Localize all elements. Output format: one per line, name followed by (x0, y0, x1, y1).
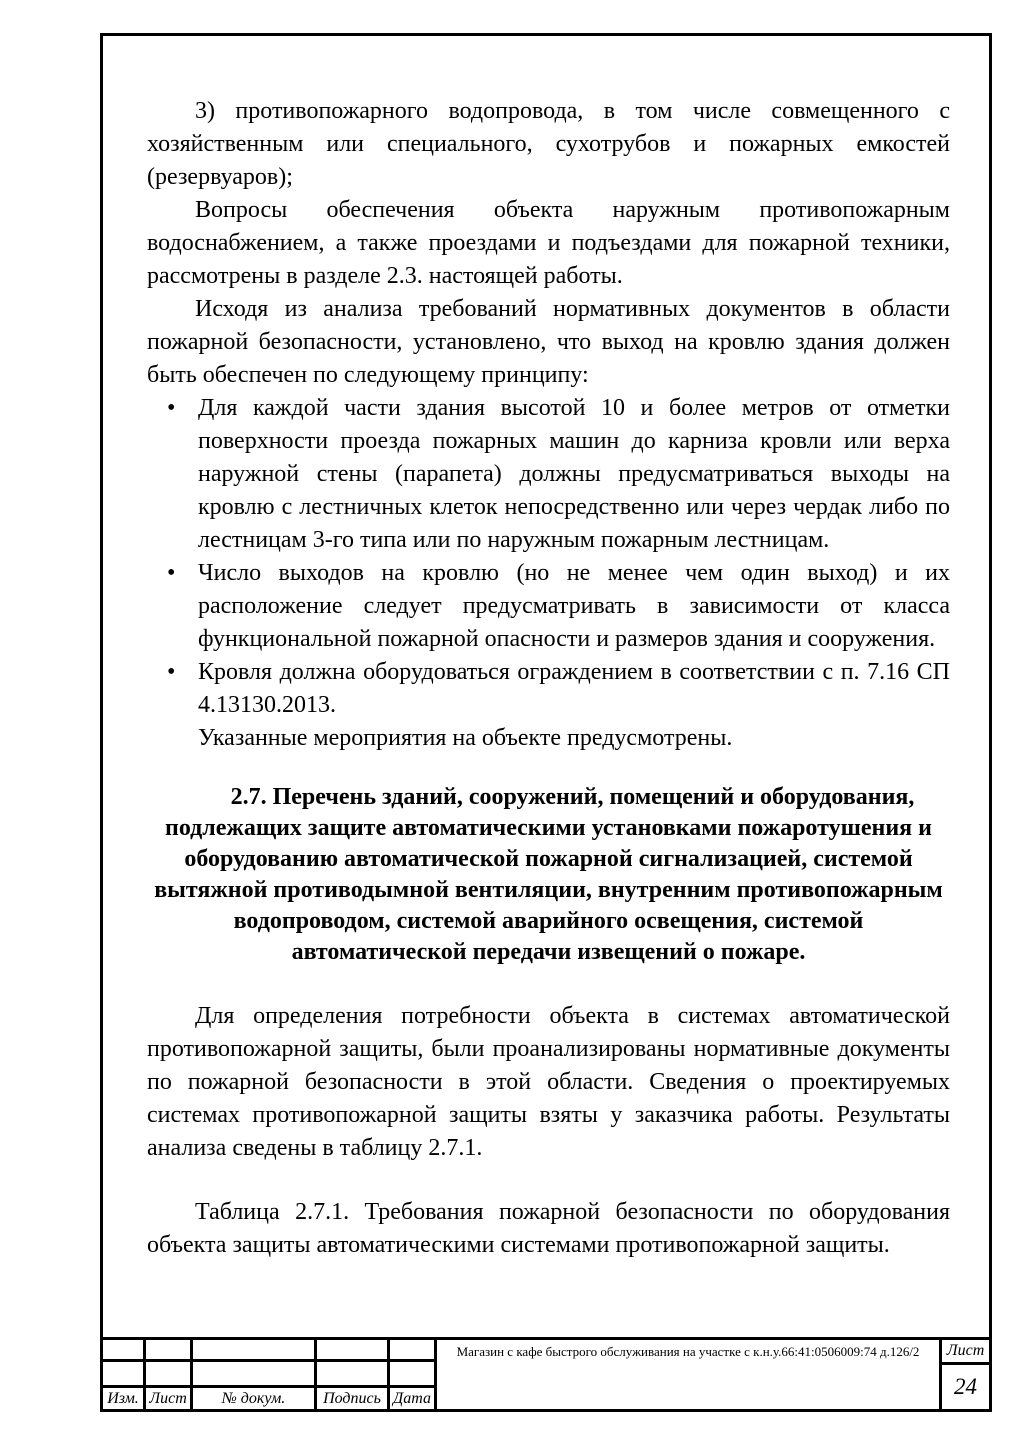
table-caption-2-7-1: Таблица 2.7.1. Требования пожарной безопасности по оборудования объекта защиты автоматическими системами противопожарной защиты. (147, 1199, 950, 1258)
stamp-empty-cell (103, 1362, 146, 1388)
bullet-text: Для каждой части здания высотой 10 и более метров от отметки поверхности проезда пожарных машин до карниза кровли или верха наружной стены (парапета) должны предусматриваться выходы на кровлю с лестничных клеток непосредственно или через чердак либо по лестницам 3-го типа или по наружным пожарным лестницам. (198, 395, 950, 553)
list-item (147, 557, 950, 656)
stamp-empty-cell (193, 1362, 317, 1388)
bullet-text: Число выходов на кровлю (но не менее чем один выход) и их расположение следует предусматривать в зависимости от класса функциональной пожарной опасности и размеров здания и сооружения. (198, 560, 950, 652)
bullet-list (147, 392, 950, 722)
stamp-empty-cell (390, 1340, 437, 1362)
stamp-label-doc-number: № докум. (193, 1388, 317, 1409)
page-frame (100, 33, 992, 1412)
heading-line: водопроводом, системой аварийного освещения, системой (233, 908, 864, 934)
bullet-icon: • (167, 560, 176, 586)
heading-line: автоматической передачи извещений о пожаре. (291, 939, 806, 965)
heading-line: оборудованию автоматической пожарной сигнализацией, системой (184, 846, 913, 872)
bullet-text: Кровля должна оборудоваться ограждением в соответствии с п. 7.16 СП 4.13130.2013. (198, 659, 950, 718)
stamp-label-date: Дата (390, 1388, 437, 1409)
revision-table (103, 1340, 437, 1409)
list-item (147, 656, 950, 722)
stamp-empty-cell (146, 1340, 193, 1362)
paragraph-external-supply: Вопросы обеспечения объекта наружным противопожарным водоснабжением, а также проездами и подъездами для пожарной техники, рассмотрены в разделе 2.3. настоящей работы. (147, 197, 950, 289)
paragraph-roof-access-intro: Исходя из анализа требований нормативных документов в области пожарной безопасности, установлено, что выход на кровлю здания должен быть обеспечен по следующему принципу: (147, 296, 950, 388)
section-heading-2-7 (147, 782, 950, 968)
stamp-label-list: Лист (146, 1388, 193, 1409)
heading-line: подлежащих защите автоматическими установками пожаротушения и (165, 815, 932, 841)
sheet-label: Лист (942, 1340, 989, 1365)
heading-line: вытяжной противодымной вентиляции, внутренним противопожарным (154, 877, 943, 903)
heading-line: 2.7. Перечень зданий, сооружений, помещений и оборудования, (230, 784, 915, 810)
sheet-number: 24 (954, 1374, 977, 1399)
bullet-icon: • (167, 659, 176, 685)
paragraph-fire-water-supply: 3) противопожарного водопровода, в том числе совмещенного с хозяйственным или специального, сухотрубов и пожарных емкостей (резервуаров); (147, 98, 950, 190)
document-body (147, 95, 950, 1262)
title-block (103, 1337, 989, 1409)
sheet-cell (942, 1340, 989, 1409)
stamp-empty-cell (317, 1362, 390, 1388)
stamp-empty-cell (146, 1362, 193, 1388)
stamp-empty-cell (390, 1362, 437, 1388)
project-title-cell (437, 1340, 942, 1409)
bullet-icon: • (167, 395, 176, 421)
note-measures-provided: Указанные мероприятия на объекте предусмотрены. (198, 725, 733, 751)
list-item (147, 392, 950, 557)
stamp-empty-cell (103, 1340, 146, 1362)
stamp-empty-cell (193, 1340, 317, 1362)
stamp-label-signature: Подпись (317, 1388, 390, 1409)
stamp-empty-cell (317, 1340, 390, 1362)
paragraph-systems-analysis: Для определения потребности объекта в системах автоматической противопожарной защиты, были проанализированы нормативные документы по пожарной безопасности в этой области. Сведения о проектируемых системах противопожарной защиты взяты у заказчика работы. Результаты анализа сведены в таблицу 2.7.1. (147, 1003, 950, 1161)
project-title: Магазин с кафе быстрого обслуживания на участке с к.н.у.66:41:0506009:74 д.126/2 (456, 1344, 920, 1359)
stamp-label-izm: Изм. (103, 1388, 146, 1409)
